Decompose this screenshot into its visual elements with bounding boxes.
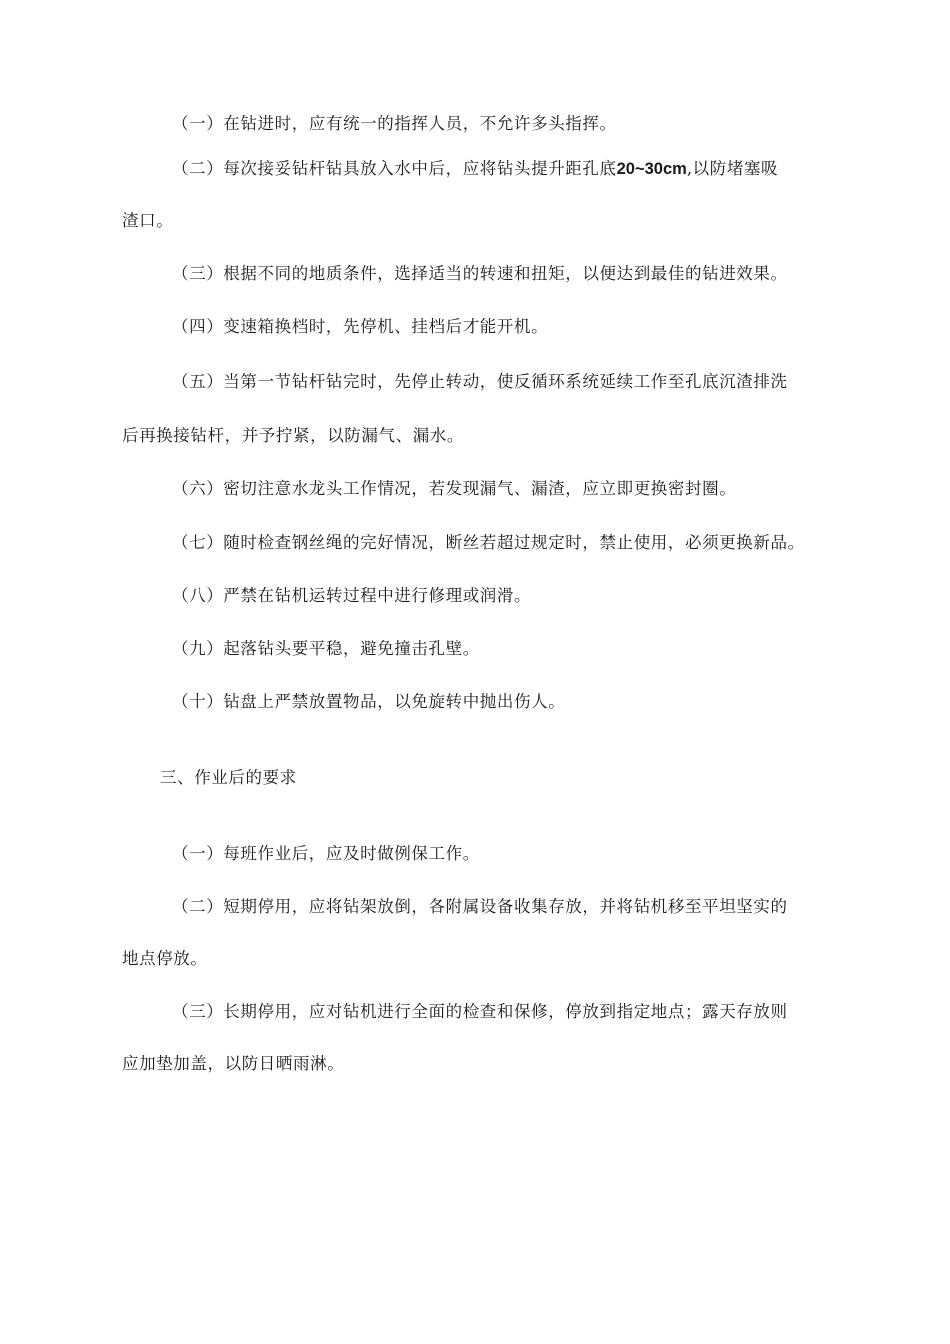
section3-item-2: （二）短期停用，应将钻架放倒，各附属设备收集存放，并将钻机移至平坦坚实的 [172, 897, 788, 916]
paragraph-item-1: （一）在钻进时，应有统一的指挥人员，不允许多头指挥。 [172, 114, 617, 133]
paragraph-item-10: （十）钻盘上严禁放置物品，以免旋转中抛出伤人。 [172, 692, 566, 711]
section3-item-2-continuation: 地点停放。 [122, 949, 208, 968]
paragraph-item-2-text-b: ,以防堵塞吸 [686, 159, 779, 178]
paragraph-item-6: （六）密切注意水龙头工作情况，若发现漏气、漏渣，应立即更换密封圈。 [172, 479, 737, 498]
paragraph-item-2-text-a: （二）每次接妥钻杆钻具放入水中后，应将钻头提升距孔底 [172, 159, 617, 178]
paragraph-item-5-continuation: 后再换接钻杆，并予拧紧，以防漏气、漏水。 [122, 426, 464, 445]
paragraph-item-9: （九）起落钻头要平稳，避免撞击孔壁。 [172, 639, 480, 658]
section3-item-1: （一）每班作业后，应及时做例保工作。 [172, 844, 480, 863]
section3-item-3-continuation: 应加垫加盖，以防日晒雨淋。 [122, 1054, 345, 1073]
section3-item-3: （三）长期停用，应对钻机进行全面的检查和保修，停放到指定地点；露天存放则 [172, 1002, 788, 1021]
paragraph-item-4: （四）变速箱换档时，先停机、挂档后才能开机。 [172, 317, 549, 336]
paragraph-item-2 [172, 158, 778, 180]
paragraph-item-8: （八）严禁在钻机运转过程中进行修理或润滑。 [172, 586, 532, 605]
section-heading: 三、作业后的要求 [160, 768, 297, 787]
paragraph-item-2-continuation: 渣口。 [122, 211, 174, 230]
paragraph-item-5: （五）当第一节钻杆钻完时，先停止转动，使反循环系统延续工作至孔底沉渣排洗 [172, 372, 788, 391]
paragraph-item-3: （三）根据不同的地质条件，选择适当的转速和扭矩，以便达到最佳的钻进效果。 [172, 264, 788, 283]
paragraph-item-2-number: 20~30cm [616, 160, 687, 178]
paragraph-item-7: （七）随时检查钢丝绳的完好情况，断丝若超过规定时，禁止使用，必须更换新品。 [172, 533, 805, 552]
